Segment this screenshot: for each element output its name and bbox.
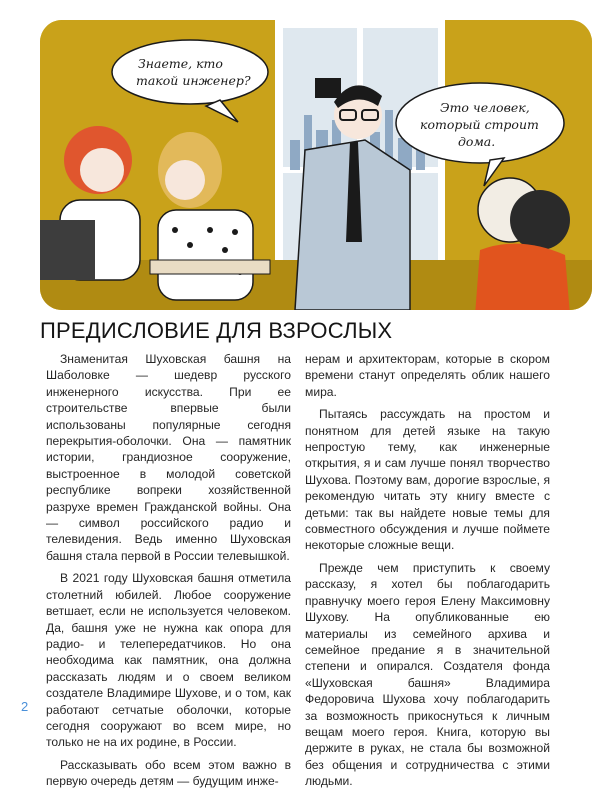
bubble-right-line2: который строит xyxy=(420,117,539,132)
paragraph: Рассказывать обо всем этом важно в первую очередь детям — будущим инже- xyxy=(46,757,291,789)
paragraph: Пытаясь рассуждать на простом и понятном для детей языке на такую непростую тему, как инженерные открытия, я и сам лучше понял творчество Шухова. Поэтому вам, дорогие взрослые, я рекомендую читать эту книгу вместе с детьми: так вы найдете новые темы для совместного обсуждения и лучше поймете некоторые сложные вещи. xyxy=(305,407,550,553)
left-column xyxy=(46,351,291,796)
page-title: ПРЕДИСЛОВИЕ ДЛЯ ВЗРОСЛЫХ xyxy=(40,318,393,343)
paragraph: Знаменитая Шуховская башня на Шаболовке — шедевр русского инженерного искусства. При ее строительстве впервые были использованы популярные сегодня перекрытия-оболочки. Она — памятник истории, грандиозное сооружение, выстроенное в молодой советской республике вопреки хозяйственной разрухе времен Гражданской войны. Она — символ российского радио и телевидения. Ведь именно Шуховская башня стала первой в России телевышкой. xyxy=(46,352,291,563)
illustration xyxy=(40,20,592,310)
classroom-scene xyxy=(40,20,592,310)
bubble-left-line2: такой инженер? xyxy=(136,73,251,88)
paragraph: В 2021 году Шуховская башня отметила столетний юбилей. Любое сооружение ветшает, если не используется человеком. Да, башня уже не нужна как опора для радио- и телепередатчиков. Но она необходима как памятник, она должна рассказать людям и о своем великом создателе Владимире Шухове, и о том, как работают сетчатые оболочки, которые сегодня сооружают во всем мире, но только не на их родине, в России. xyxy=(46,571,291,750)
bubble-right-line3: дома. xyxy=(458,134,496,149)
paragraph: нерам и архитекторам, которые в скором времени станут определять облик нашего мира. xyxy=(305,352,550,399)
bubble-right-line1: Это человек, xyxy=(440,100,530,115)
page-number: 2 xyxy=(21,699,29,714)
bubble-left-line1: Знаете, кто xyxy=(138,56,223,71)
right-column xyxy=(305,351,550,796)
paragraph: Прежде чем приступить к своему рассказу, я хотел бы поблагодарить правнучку моего героя Елену Максимовну Шухову. На опубликованные ею материалы из семейного архива и семейное предание я в значительной степени и опирался. Создателя фонда «Шуховская башня» Владимира Федоровича Шухова хочу поблагодарить за возможность прикоснуться к личным вещам моего героя. Книга, которую вы держите в руках, не стала бы возможной без общения и сотрудничества с этими людьми. xyxy=(305,560,550,789)
